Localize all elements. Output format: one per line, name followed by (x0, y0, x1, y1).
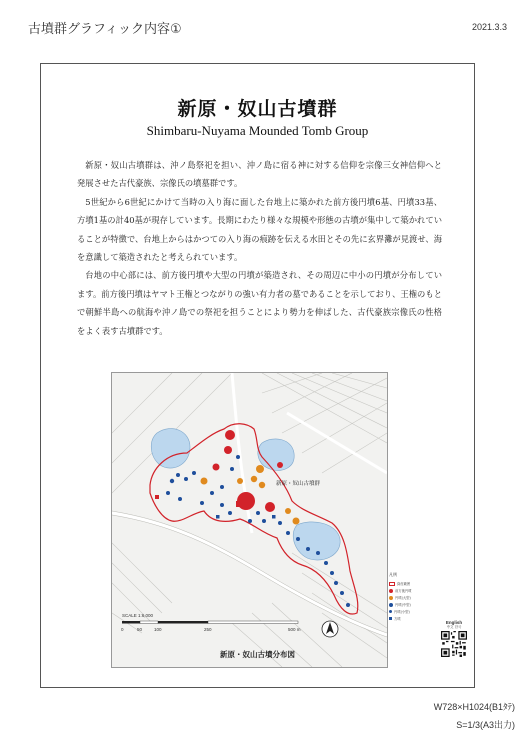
large-round-tomb (256, 465, 264, 473)
small-round-tomb (184, 477, 188, 481)
tomb-distribution-map (111, 372, 388, 668)
header-date: 2021.3.3 (471, 22, 507, 32)
large-round-tomb (201, 478, 208, 485)
small-round-tomb (346, 603, 350, 607)
sign-panel (40, 63, 475, 688)
legend-label: 前方後円墳 (395, 589, 412, 593)
medium-round-swatch-icon (389, 603, 393, 607)
page-subtitle-english: Shimbaru-Nuyama Mounded Tomb Group (146, 123, 369, 138)
large-round-tomb (237, 478, 243, 484)
paragraph: 5世紀から6世紀にかけて当時の入り海に面した台地上に築かれた前方後円墳6基、円墳33基、方墳1基の計40基が現存しています。長期にわたり様々な規模や形態の古墳が集中して築かれていることが特徴で、台地上からはかつての入り海の痕跡を伝える水田とその先に玄界灘が見渡せ、海を意識して築造されたと考えられています。 (77, 196, 442, 263)
legend-label: 方墳 (394, 617, 401, 621)
large-round-swatch-icon (389, 596, 393, 600)
small-round-tomb (220, 503, 224, 507)
qr-sublabel: 中文 한국 (446, 625, 462, 629)
legend-label: 円墳(中型) (395, 603, 411, 607)
pond-northeast (258, 439, 294, 470)
small-round-swatch-icon (389, 610, 392, 613)
large-round-tomb (259, 482, 265, 488)
keyhole-swatch-icon (389, 589, 393, 593)
small-round-tomb (330, 571, 334, 575)
legend-item (389, 580, 447, 587)
keyhole-tomb (265, 502, 275, 512)
square-swatch-icon (389, 617, 392, 620)
small-round-tomb (178, 497, 182, 501)
square-tombs (216, 515, 276, 519)
page-title: 新原・奴山古墳群 (177, 98, 338, 120)
small-round-tomb (262, 519, 266, 523)
small-round-tomb (340, 591, 344, 595)
small-round-tomb (286, 531, 290, 535)
keyhole-tomb (277, 462, 283, 468)
spec-scale: S=1/3(A3出力) (456, 720, 515, 730)
small-round-tomb (278, 521, 282, 525)
small-round-tomb (200, 501, 204, 505)
small-round-tomb (220, 485, 224, 489)
legend-label: 円墳(小型) (394, 610, 410, 614)
qr-label: English (445, 620, 463, 625)
paragraph: 新原・奴山古墳群は、沖ノ島祭祀を担い、沖ノ島に宿る神に対する信仰を宗像三女神信仰へと発展させた古代豪族、宗像氏の墳墓群です。 (77, 160, 442, 189)
keyhole-tomb (213, 464, 220, 471)
small-round-tomb (306, 547, 310, 551)
map-legend (389, 572, 447, 638)
scale-tick: 500 m (288, 627, 301, 632)
square-tomb (155, 495, 159, 499)
legend-item (389, 587, 447, 594)
scale-tick: 0 (121, 627, 124, 632)
small-round-tomb (236, 455, 240, 459)
legend-label: 資産範囲 (397, 582, 411, 586)
pond-west (151, 429, 190, 469)
legend-item (389, 601, 447, 608)
keyhole-tomb (224, 446, 232, 454)
small-round-tomb (296, 537, 300, 541)
map-caption: 新原・奴山古墳分布図 (220, 650, 295, 659)
scale-text: SCALE 1:6,000 (122, 613, 154, 618)
small-round-tomb (324, 561, 328, 565)
small-round-tomb (256, 511, 260, 515)
scale-tick: 250 (204, 627, 212, 632)
small-round-tomb (228, 511, 232, 515)
scale-tick: 100 (154, 627, 162, 632)
small-round-tomb (230, 467, 234, 471)
large-round-tomb (285, 508, 291, 514)
legend-item (389, 594, 447, 601)
legend-label: 円墳(大型) (395, 596, 411, 600)
scale-tick: 50 (137, 627, 143, 632)
square-tomb-small (216, 515, 220, 519)
header-title: 古墳群グラフィック内容① (28, 22, 182, 37)
description-text (77, 156, 442, 340)
legend-item (389, 615, 447, 622)
small-round-tomb (316, 551, 320, 555)
small-round-tomb (170, 479, 174, 483)
north-arrow-icon (322, 621, 338, 637)
small-round-tomb (176, 473, 180, 477)
legend-item (389, 608, 447, 615)
large-round-tomb (251, 476, 257, 482)
small-round-tomb (210, 491, 214, 495)
keyhole-tomb (225, 430, 235, 440)
small-round-tomb (334, 581, 338, 585)
square-tomb-small (272, 515, 276, 519)
map-svg (112, 373, 387, 667)
keyhole-tomb (236, 501, 244, 507)
small-round-tomb (248, 519, 252, 523)
scale-bar (121, 613, 301, 632)
small-round-tomb (166, 491, 170, 495)
paragraph: 台地の中心部には、前方後円墳や大型の円墳が築造され、その周辺に中小の円墳が分布しています。前方後円墳はヤマト王権とつながりの強い有力者の墓であることを示しており、王権のもとで朝鮮半島への航海や沖ノ島での祭祀を担うことにより勢力を伸ばした、古代豪族宗像氏の性格をよく表す古墳群です。 (77, 270, 442, 336)
small-round-tomb (192, 471, 196, 475)
map-site-label: 新原・奴山古墳群 (276, 481, 321, 487)
boundary-swatch-icon (389, 582, 395, 586)
spec-size: W728×H1024(B1ﾀﾃ) (433, 702, 515, 712)
large-round-tomb (293, 518, 300, 525)
legend-title: 凡例 (389, 572, 397, 577)
